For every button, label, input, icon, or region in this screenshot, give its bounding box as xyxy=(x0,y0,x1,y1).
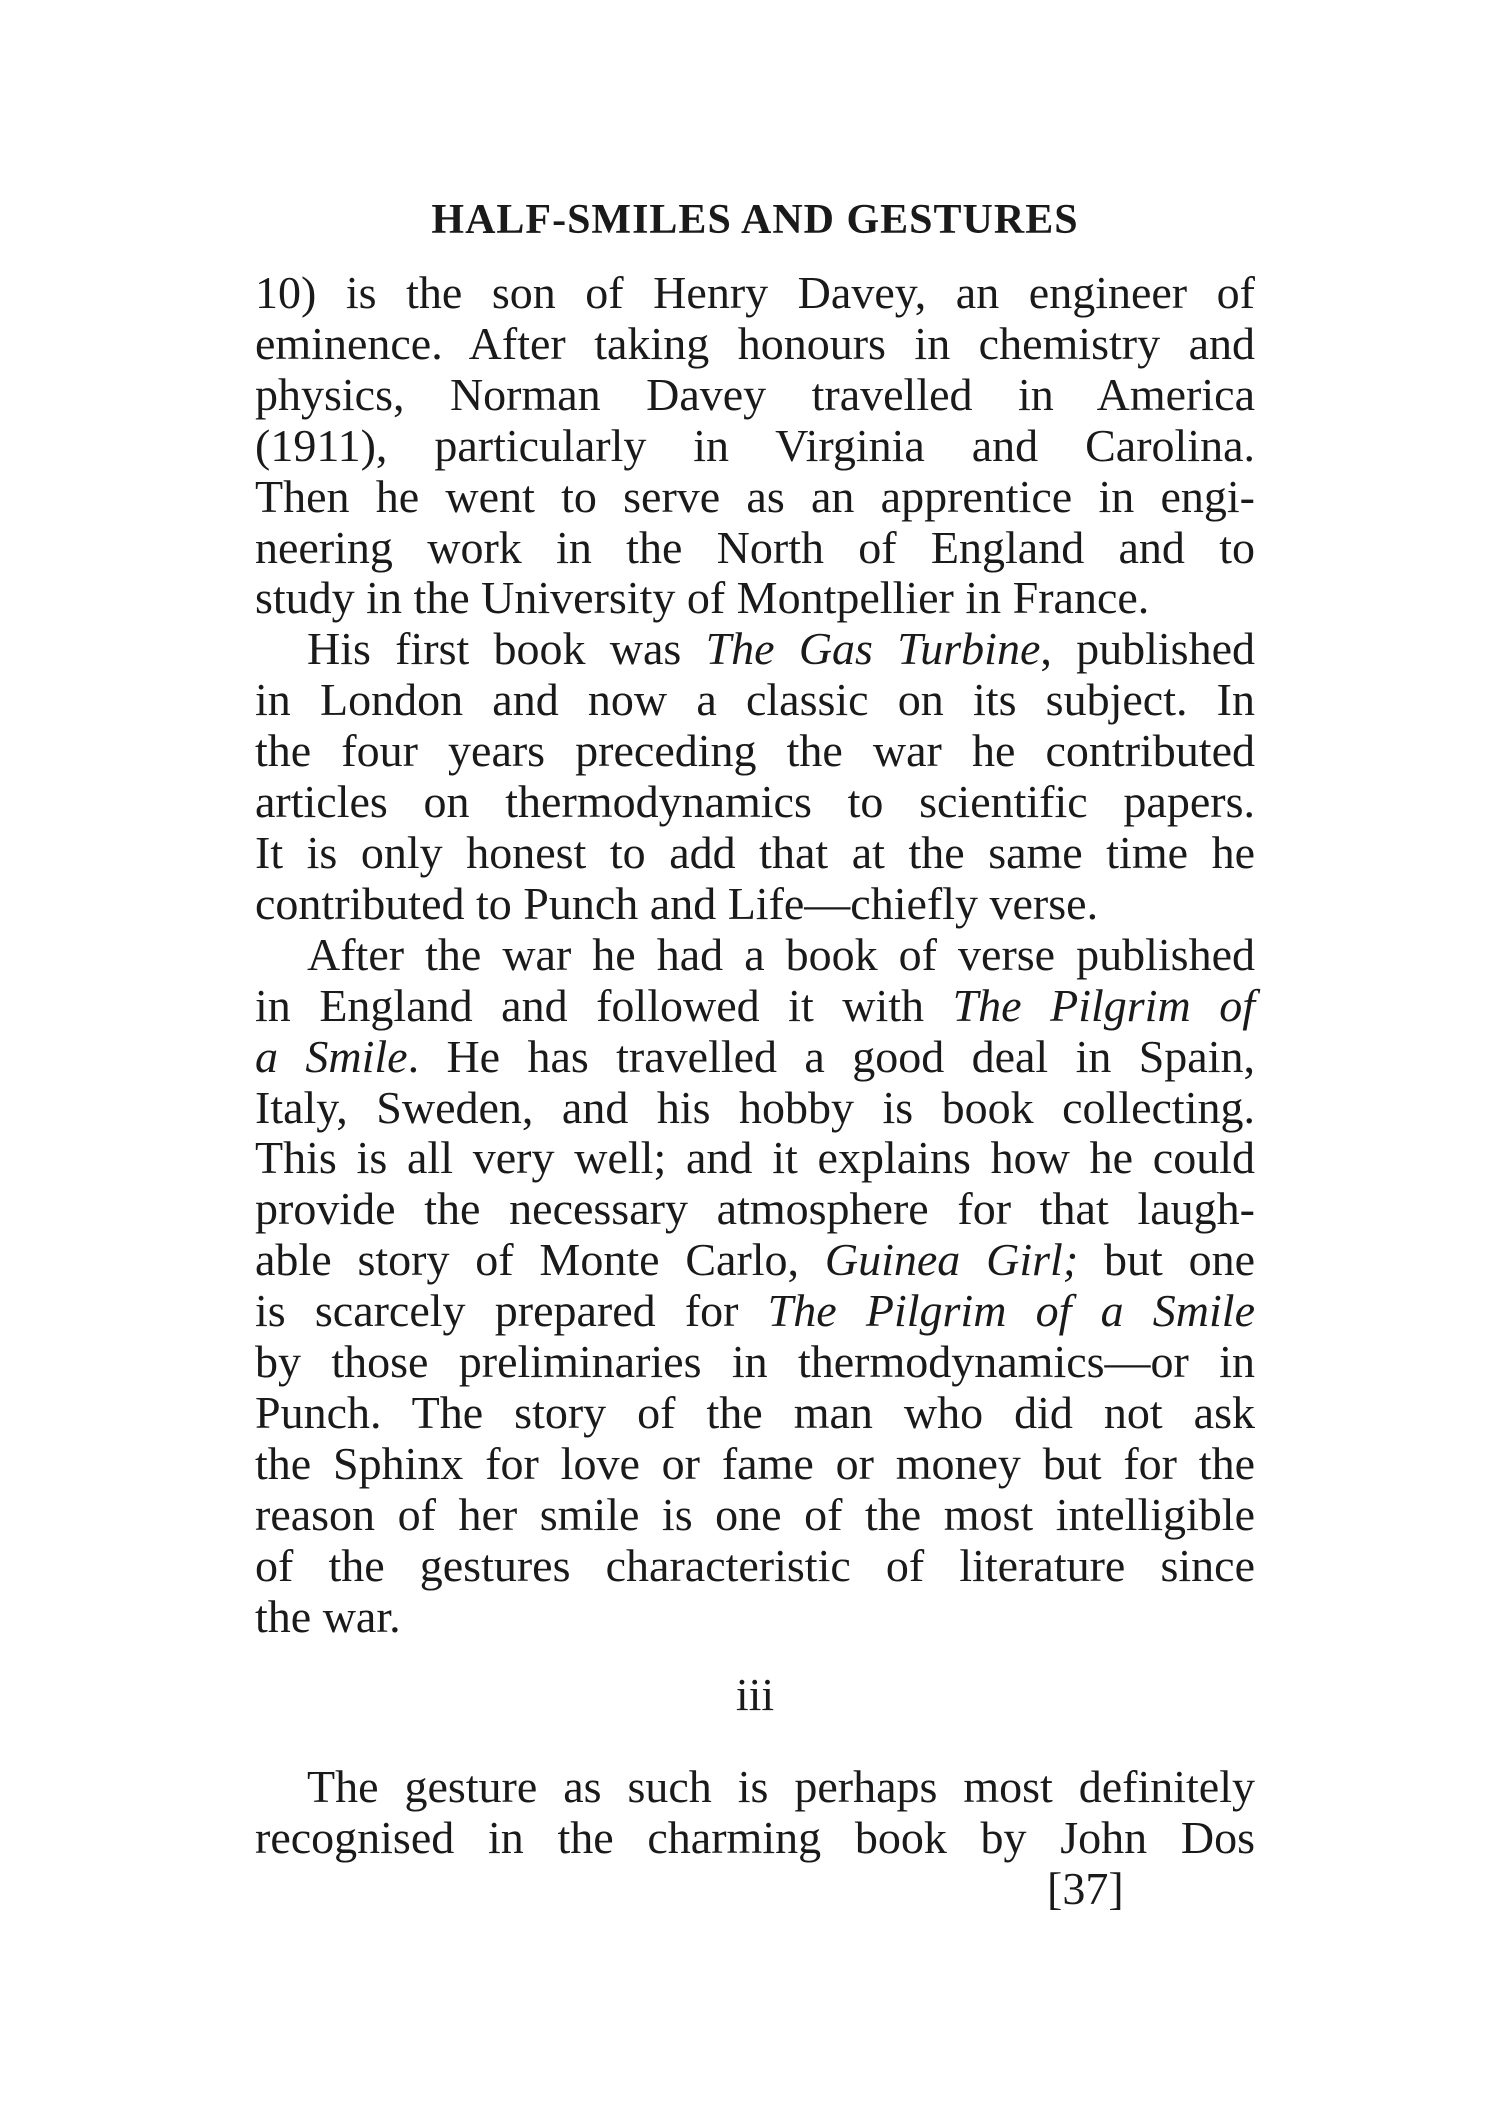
text-line: articles on thermodynamics to scientific papers. xyxy=(255,776,1255,828)
paragraph-3 xyxy=(255,930,1255,1643)
page-number: [37] xyxy=(1047,1863,1124,1914)
book-title: The Pilgrim of a Smile xyxy=(767,1285,1255,1337)
text-line xyxy=(255,1286,1255,1337)
running-head: HALF-SMILES AND GESTURES xyxy=(431,197,1079,243)
text-span: able story of Monte Carlo, xyxy=(255,1234,825,1286)
text-line: physics, Norman Davey travelled in America xyxy=(255,368,1255,420)
text-span: but one xyxy=(1078,1234,1255,1286)
paragraph-4 xyxy=(255,1762,1255,1864)
text-line: The gesture as such is perhaps most definitely xyxy=(307,1761,1255,1812)
section-number: iii xyxy=(735,1669,775,1720)
text-line: (1911), particularly in Virginia and Carolina. xyxy=(255,419,1255,471)
text-span: in England and followed it with xyxy=(255,979,953,1031)
text-line xyxy=(255,1235,1255,1286)
text-line: study in the University of Montpellier in France. xyxy=(255,572,1150,624)
text-line: Then he went to serve as an apprentice in engi- xyxy=(255,470,1255,522)
text-line: Punch. The story of the man who did not ask xyxy=(255,1386,1255,1438)
text-line: of the gestures characteristic of literature since xyxy=(255,1539,1255,1591)
text-span: is scarcely prepared for xyxy=(255,1285,768,1337)
text-line xyxy=(255,981,1255,1032)
text-line xyxy=(255,1032,1255,1083)
text-line: the four years preceding the war he contributed xyxy=(255,725,1255,777)
text-line: eminence. After taking honours in chemistry and xyxy=(255,317,1255,369)
book-title: The Pilgrim of xyxy=(952,979,1255,1031)
text-line: 10) is the son of Henry Davey, an engineer of xyxy=(255,267,1255,318)
text-line: by those preliminaries in thermodynamics—or in xyxy=(255,1336,1255,1388)
text-line: provide the necessary atmosphere for that laugh- xyxy=(255,1183,1255,1235)
text-span: , published xyxy=(1040,623,1255,675)
text-span: His first book was xyxy=(307,623,706,675)
text-line: reason of her smile is one of the most intelligible xyxy=(255,1488,1255,1540)
book-title: a Smile xyxy=(255,1030,408,1082)
text-line: After the war he had a book of verse published xyxy=(307,928,1255,980)
book-title: Guinea Girl; xyxy=(824,1234,1079,1286)
text-line: neering work in the North of England and to xyxy=(255,521,1255,573)
body-text xyxy=(255,268,1255,1642)
paragraph-2 xyxy=(255,624,1255,929)
text-line: the Sphinx for love or fame or money but for the xyxy=(255,1437,1255,1489)
text-line: contributed to Punch and Life—chiefly verse. xyxy=(255,877,1099,929)
text-line: in London and now a classic on its subject. In xyxy=(255,674,1255,726)
text-line: the war. xyxy=(255,1590,401,1642)
book-title: The Gas Turbine xyxy=(705,623,1041,675)
text-line: It is only honest to add that at the same time he xyxy=(255,826,1255,878)
text-line: This is all very well; and it explains how he could xyxy=(255,1132,1255,1184)
text-line: Italy, Sweden, and his hobby is book collecting. xyxy=(255,1081,1255,1133)
text-span: . He has travelled a good deal in Spain, xyxy=(407,1030,1255,1082)
text-line: recognised in the charming book by John Dos xyxy=(255,1811,1255,1863)
paragraph-1 xyxy=(255,268,1255,624)
text-line xyxy=(255,624,1255,675)
